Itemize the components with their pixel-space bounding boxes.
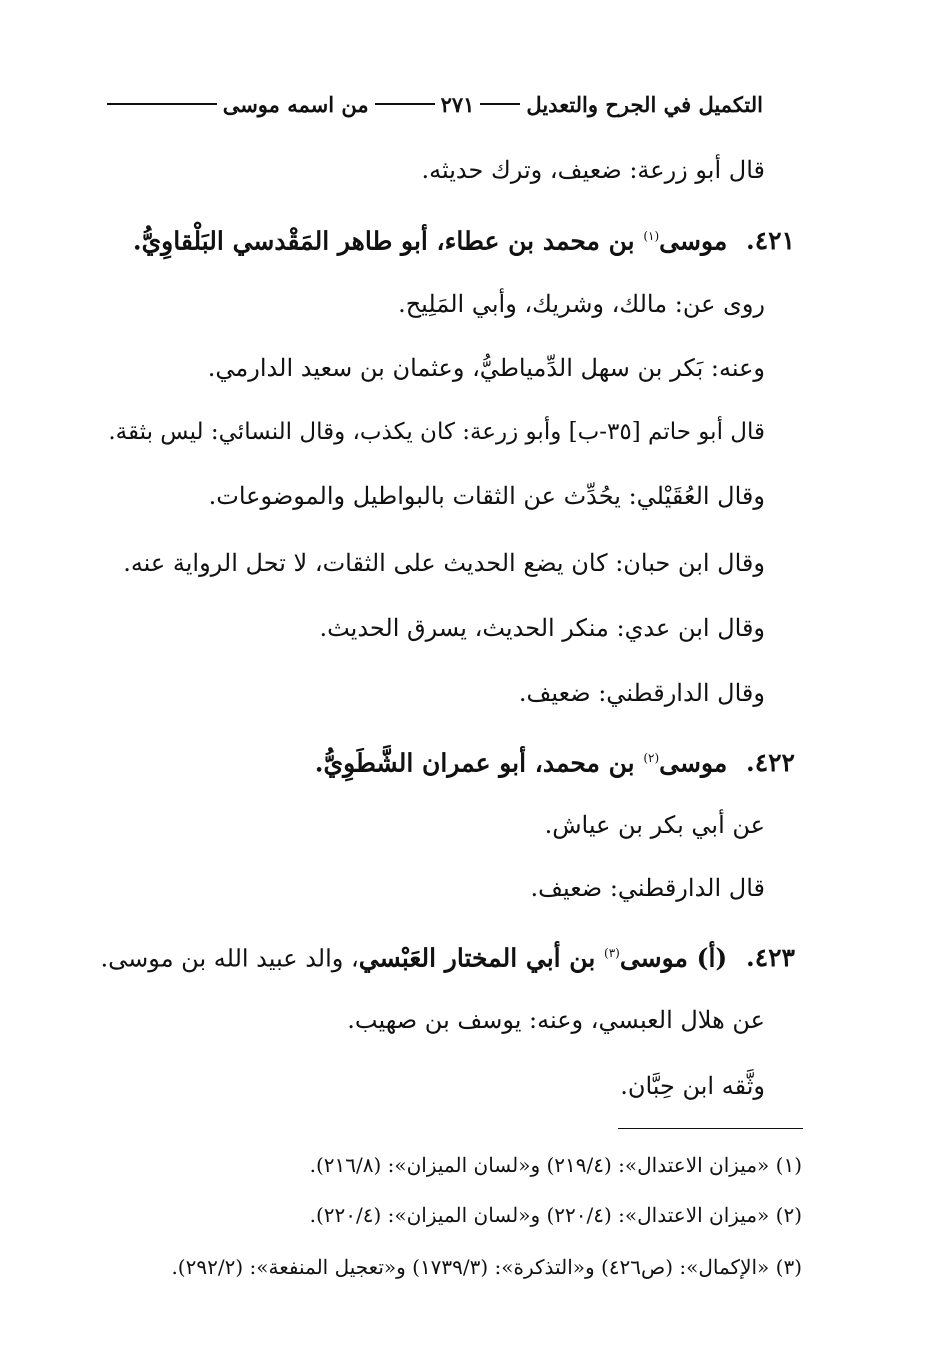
text-line: عن هلال العبسي، وعنه: يوسف بن صهيب. (347, 1006, 765, 1034)
entry-name-tail: ، والد عبيد الله بن موسى. (100, 944, 359, 973)
header-section-segment (101, 92, 369, 117)
running-header (108, 86, 763, 122)
text-line: وقال العُقَيْلي: يحُدِّث عن الثقات بالبواطيل والموضوعات. (208, 482, 765, 510)
text-line: وقال ابن عدي: منكر الحديث، يسرق الحديث. (319, 614, 765, 642)
text-line: وقال ابن حبان: كان يضع الحديث على الثقات، لا تحل الرواية عنه. (123, 549, 765, 577)
entry-number: ٤٢٢. (745, 748, 795, 778)
footnote-separator (618, 1128, 803, 1129)
header-section: من اسمه موسى (222, 91, 369, 117)
footnote-ref: (٢) (643, 751, 660, 765)
text-line: قال أبو حاتم [٣٥-ب] وأبو زرعة: كان يكذب، وقال النسائي: ليس بثقة. (108, 419, 765, 445)
entry-name-rest: بن محمد، أبو عمران الشَّطَوِيُّ. (314, 748, 635, 778)
entry-421 (133, 216, 795, 261)
header-book-title: التكميل في الجرح والتعديل (526, 91, 763, 117)
entry-name-rest: بن أبي المختار العَبْسي (358, 943, 596, 973)
entry-number: ٤٢٣. (745, 943, 795, 973)
text-line: وعنه: بَكر بن سهل الدِّمياطيُّ، وعثمان بن سعيد الدارمي. (207, 354, 765, 382)
footnote-ref: (٣) (604, 946, 620, 960)
entry-name-rest: بن محمد بن عطاء، أبو طاهر المَقْدسي البَلْقاوِيُّ. (132, 226, 635, 256)
header-rule (480, 103, 520, 105)
entry-name: موسى (619, 943, 688, 973)
text-line: عن أبي بكر بن عياش. (544, 811, 765, 839)
text-line: قال الدارقطني: ضعيف. (530, 874, 765, 902)
entry-number: ٤٢١. (745, 226, 795, 256)
footnote-1: (١) «ميزان الاعتدال»: (٢١٩/٤) و«لسان الميزان»: (٢١٦/٨). (309, 1153, 802, 1177)
text-line: وثَّقه ابن حِبَّان. (620, 1072, 765, 1100)
entry-name: موسى (659, 226, 728, 256)
entry-mark: (أ) (696, 943, 728, 973)
text-line: وقال الدارقطني: ضعيف. (518, 679, 765, 707)
header-page-number: ٢٧١ (440, 91, 475, 117)
footnote-2: (٢) «ميزان الاعتدال»: (٢٢٠/٤) و«لسان الميزان»: (٢٢٠/٤). (309, 1203, 802, 1227)
footnote-3: (٣) «الإكمال»: (ص٤٢٦) و«التذكرة»: (١٧٣٩/٣) و«تعجيل المنفعة»: (٢٩٢/٢). (171, 1255, 802, 1279)
header-book-title-segment (474, 92, 763, 117)
header-rule (107, 103, 217, 105)
header-page-number-segment (369, 92, 475, 117)
footnote-ref: (١) (643, 229, 660, 243)
text-line: روى عن: مالك، وشريك، وأبي المَلِيح. (398, 290, 765, 318)
entry-423 (101, 933, 795, 978)
entry-422 (315, 738, 795, 783)
entry-name: موسى (659, 748, 728, 778)
header-rule (375, 103, 435, 105)
text-line: قال أبو زرعة: ضعيف، وترك حديثه. (421, 156, 765, 184)
